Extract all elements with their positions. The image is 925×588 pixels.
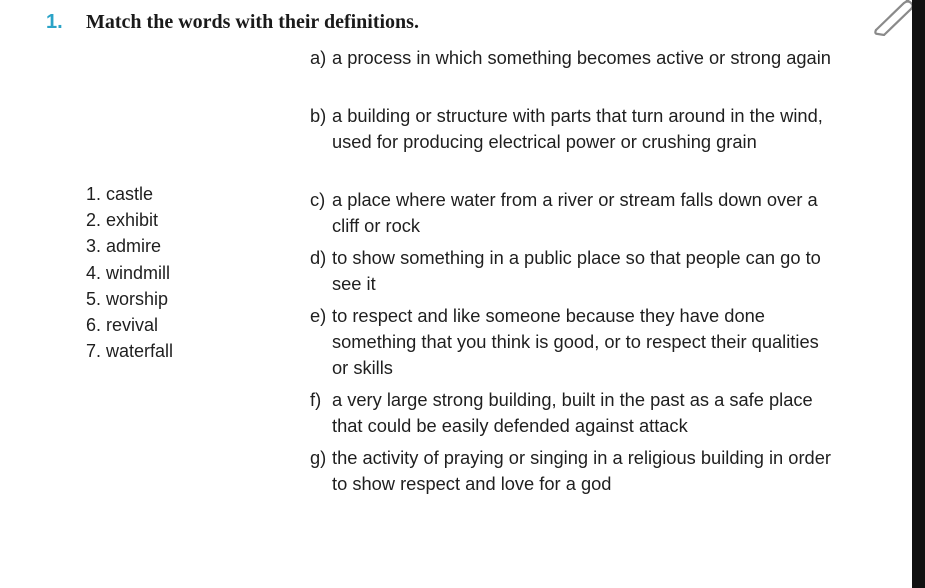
definition-b — [310, 103, 835, 155]
pencil-icon[interactable] — [870, 0, 918, 36]
word-item: 4. windmill — [86, 262, 171, 283]
definition-g — [310, 445, 835, 497]
word-item: 6. revival — [86, 315, 159, 336]
word-item: 3. admire — [86, 236, 162, 257]
definition-c — [310, 187, 835, 239]
word-list — [86, 181, 173, 364]
definition-e — [310, 303, 835, 381]
definition-text: a process in which something becomes active or strong again — [332, 47, 831, 68]
definition-label: c) — [310, 189, 326, 210]
definition-label: b) — [310, 105, 327, 126]
exercise-title: Match the words with their definitions. — [86, 11, 419, 33]
definition-label: a) — [310, 47, 327, 68]
definition-label: g) — [310, 447, 327, 468]
definition-text: to respect and like someone because they have done something that you think is good, or to respect their qualities or skills — [332, 305, 819, 378]
word-item: 5. worship — [86, 288, 169, 309]
definition-text: a very large strong building, built in the past as a safe place that could be easily defended against attack — [332, 389, 813, 436]
definition-label: e) — [310, 305, 327, 326]
definition-label: f) — [310, 389, 322, 410]
word-item: 7. waterfall — [86, 341, 174, 362]
definition-text: a building or structure with parts that turn around in the wind, used for producing electrical power or crushing grain — [332, 105, 823, 152]
word-item: 2. exhibit — [86, 210, 159, 231]
exercise-number: 1. — [46, 11, 63, 33]
definition-f — [310, 387, 835, 439]
definition-text: to show something in a public place so that people can go to see it — [332, 247, 821, 294]
definition-d — [310, 245, 835, 297]
definition-text: a place where water from a river or stream falls down over a cliff or rock — [332, 189, 818, 236]
definition-text: the activity of praying or singing in a religious building in order to show respect and love for a god — [332, 447, 831, 494]
definition-a — [310, 45, 835, 71]
window-edge — [912, 0, 925, 588]
definition-label: d) — [310, 247, 327, 268]
word-item: 1. castle — [86, 184, 154, 204]
